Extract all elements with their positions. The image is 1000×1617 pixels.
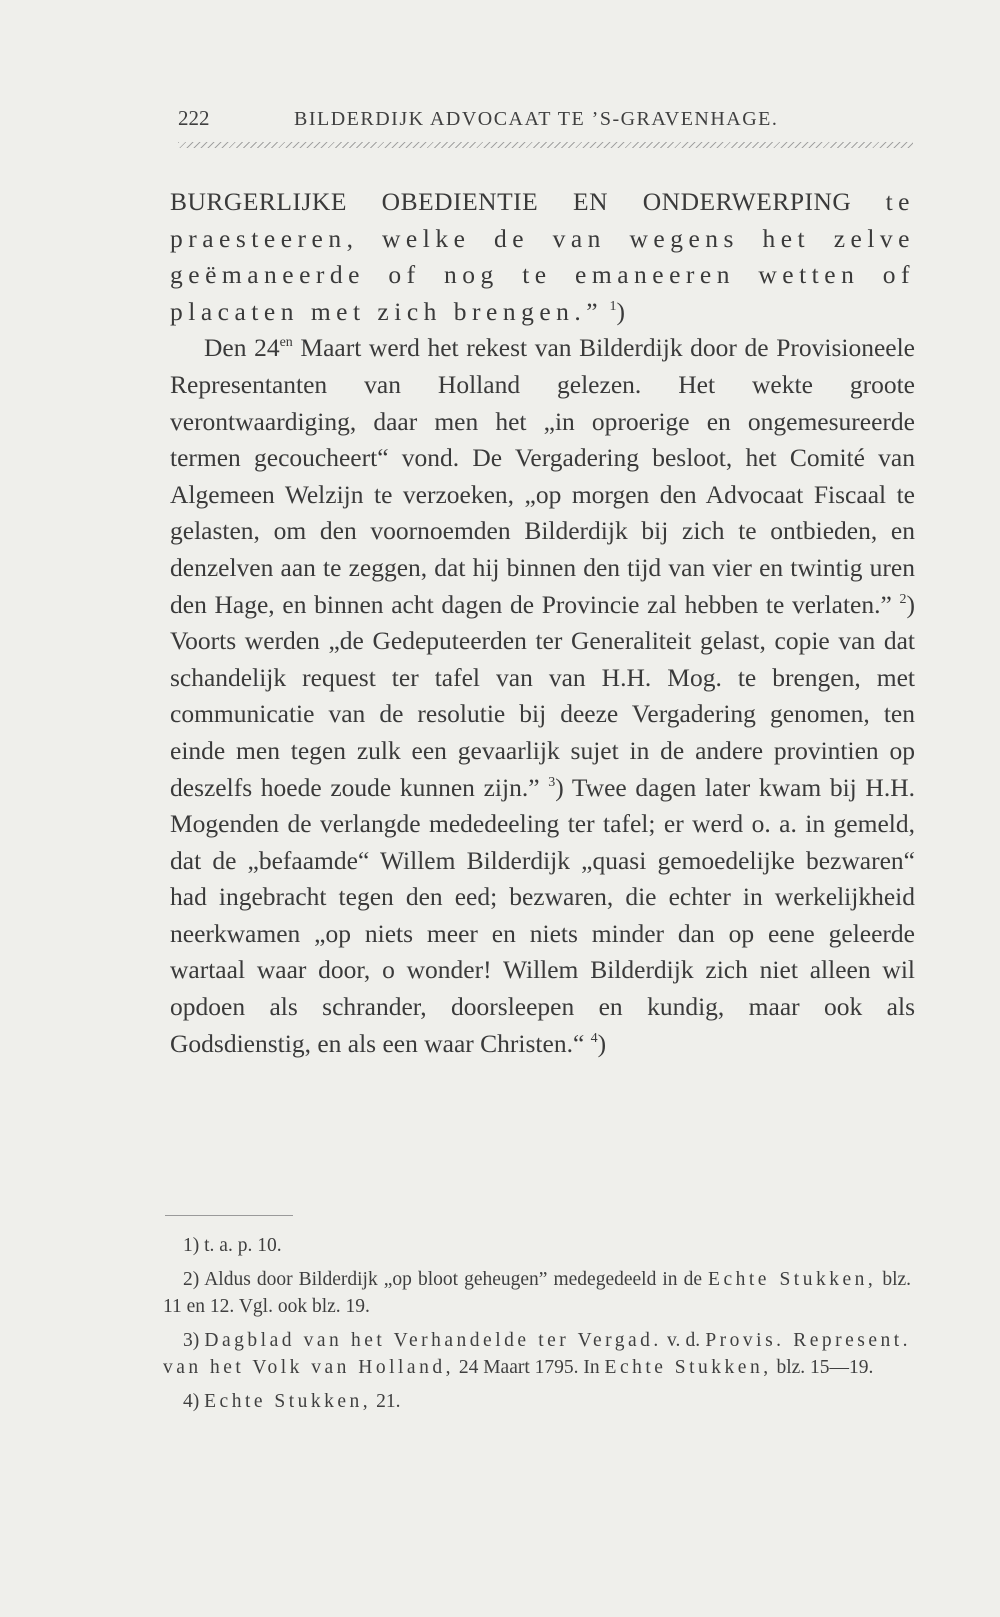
paragraph-2: Den $24^{en}$ Maart werd het rekest van Bilderdijk door de Provisioneele Representanten van Holland gelezen. Het wekte groote verontwaardiging, daar men het „in oproerige en ongemesureerde termen gecoucheert“ vond. De Vergadering besloot, het Comité van Algemeen Welzijn te verzoeken, „op morgen den Advocaat Fiscaal te gelasten, om den voornoemden Bilderdijk bij zich te ontbieden, en denzelven aan te zeggen, dat hij binnen den tijd van vier en twintig uren den Hage, en binnen acht dagen de Provincie zal hebben te verlaten.” $^2$) Voorts werden „de Gedeputeerden ter Generaliteit gelast, copie van dat schandelijk request ter tafel van van H.H. Mog. te brengen, met communicatie van de resolutie bij deeze Vergadering genomen, ten einde men tegen zulk een gevaarlijk sujet in de andere provintien op deszelfs hoede zoude kunnen zijn.” $^3$) Twee dagen later kwam bij H.H. Mogenden de verlangde mededeeling ter tafel; er werd o. a. in gemeld, dat de „befaamde“ Willem Bilderdijk „quasi gemoedelijke bezwaren“ had ingebracht tegen den eed; bezwaren, die echter in werkelijkheid neerkwamen „op niets meer en niets minder dan op eene geleerde wartaal waar door, o wonder! Willem Bilderdijk zich niet alleen wil opdoen als schrander, doorsleepen en kundig, maar ook als Godsdienstig, en als een waar Christen.“ $^4$) xyxy=(170,333,916,1058)
spaced-phrase: te praesteeren, welke de van wegens het zelve geëmaneerde of nog te emaneeren wetten of placaten met zich brengen.” xyxy=(170,187,915,326)
footnote-spaced-title: Echte Stukken, xyxy=(708,1268,877,1290)
paragraph-2-text-c: Twee dagen later kwam bij H.H. Mogenden de verlangde mededeeling ter tafel; er werd o. a. in gemeld, dat de „befaamde“ Willem Bilderdijk „quasi gemoedelijke bezwaren“ had ingebracht tegen den eed; bezwaren, die echter in werkelijkheid neerkwamen „op niets meer en niets minder dan op eene geleerde wartaal waar door, o wonder! Willem Bilderdijk zich niet alleen wil opdoen als schrander, doorsleepen en kundig, maar ook als Godsdienstig, en als een waar Christen.“ xyxy=(170,772,915,1058)
footnote-spaced-title-2: Provis. Represent. van het Volk van Holland, xyxy=(163,1329,912,1378)
footnote-tail: blz. 11 en 12. Vgl. ook blz. 19. xyxy=(163,1268,912,1317)
page-header xyxy=(178,100,918,136)
footnote-tail-2: blz. 15—19. xyxy=(776,1357,874,1378)
header-rule xyxy=(178,142,913,148)
ordinal-superscript: en xyxy=(279,335,293,351)
footnote-text: v. d. xyxy=(666,1329,701,1351)
footnote-number: 2) xyxy=(183,1268,200,1290)
caps-phrase: BURGERLIJKE OBEDIENTIE EN ONDERWERPING xyxy=(170,187,852,216)
footnote-number: 4) xyxy=(183,1390,200,1412)
footnote-tail: 21. xyxy=(376,1390,401,1412)
footnotes xyxy=(163,1232,911,1421)
footnote-text: Aldus door Bilderdijk „op bloot geheugen” medegedeeld in de xyxy=(204,1268,702,1290)
footnote-3 xyxy=(163,1327,911,1382)
footnote-2 xyxy=(163,1266,911,1321)
footnote-spaced-title: Echte Stukken, xyxy=(204,1390,372,1412)
footnote-4 xyxy=(163,1388,911,1416)
paragraph-2-start: Den 24 xyxy=(204,333,280,363)
footnote-rule xyxy=(165,1215,293,1216)
footnote-number: 3) xyxy=(183,1329,200,1351)
main-text xyxy=(170,184,915,1062)
footnote-ref-2: 2 xyxy=(899,591,907,607)
page-number: 222 xyxy=(178,106,210,130)
footnote-ref-3: 3 xyxy=(548,774,556,790)
paragraph-2-text-a: Maart werd het rekest van Bilderdijk door de Provisioneele Representanten van Holland gelezen. Het wekte groote verontwaardiging, daar men het „in oproerige en ongemesureerde termen gecoucheert“ vond. De Vergadering besloot, het Comité van Algemeen Welzijn te verzoeken, „op morgen den Advocaat Fiscaal te gelasten, om den voornoemden Bilderdijk bij zich te ontbieden, en denzelven aan te zeggen, dat hij binnen den tijd van vier en twintig uren den Hage, en binnen acht dagen de Provincie zal hebben te verlaten.” xyxy=(170,333,916,619)
running-title: BILDERDIJK ADVOCAAT TE ’S-GRAVENHAGE. xyxy=(294,108,779,130)
paragraph-2-text-b: Voorts werden „de Gedeputeerden ter Generaliteit gelast, copie van dat schandelijk request ter tafel van van H.H. Mog. te brengen, met communicatie van de resolutie bij deeze Vergadering genomen, ten einde men tegen zulk een gevaarlijk sujet in de andere provintien op deszelfs hoede zoude kunnen zijn.” xyxy=(170,626,915,802)
footnote-tail: 24 Maart 1795. In xyxy=(458,1357,600,1378)
paragraph-1: BURGERLIJKE OBEDIENTIE EN ONDERWERPING te praesteeren, welke de van wegens het zelve geëmaneerde of nog te emaneeren wetten of placaten met zich brengen.” $^1$) xyxy=(170,187,915,326)
footnote-spaced-title: Dagblad van het Verhandelde ter Vergad. xyxy=(204,1329,662,1351)
footnote-ref-1: 1 xyxy=(609,298,617,314)
footnote-text: t. a. p. 10. xyxy=(204,1235,282,1256)
footnote-spaced-title-3: Echte Stukken, xyxy=(604,1357,772,1378)
footnote-ref-4: 4 xyxy=(590,1030,598,1046)
footnote-1 xyxy=(163,1232,911,1260)
footnote-number: 1) xyxy=(183,1235,200,1256)
